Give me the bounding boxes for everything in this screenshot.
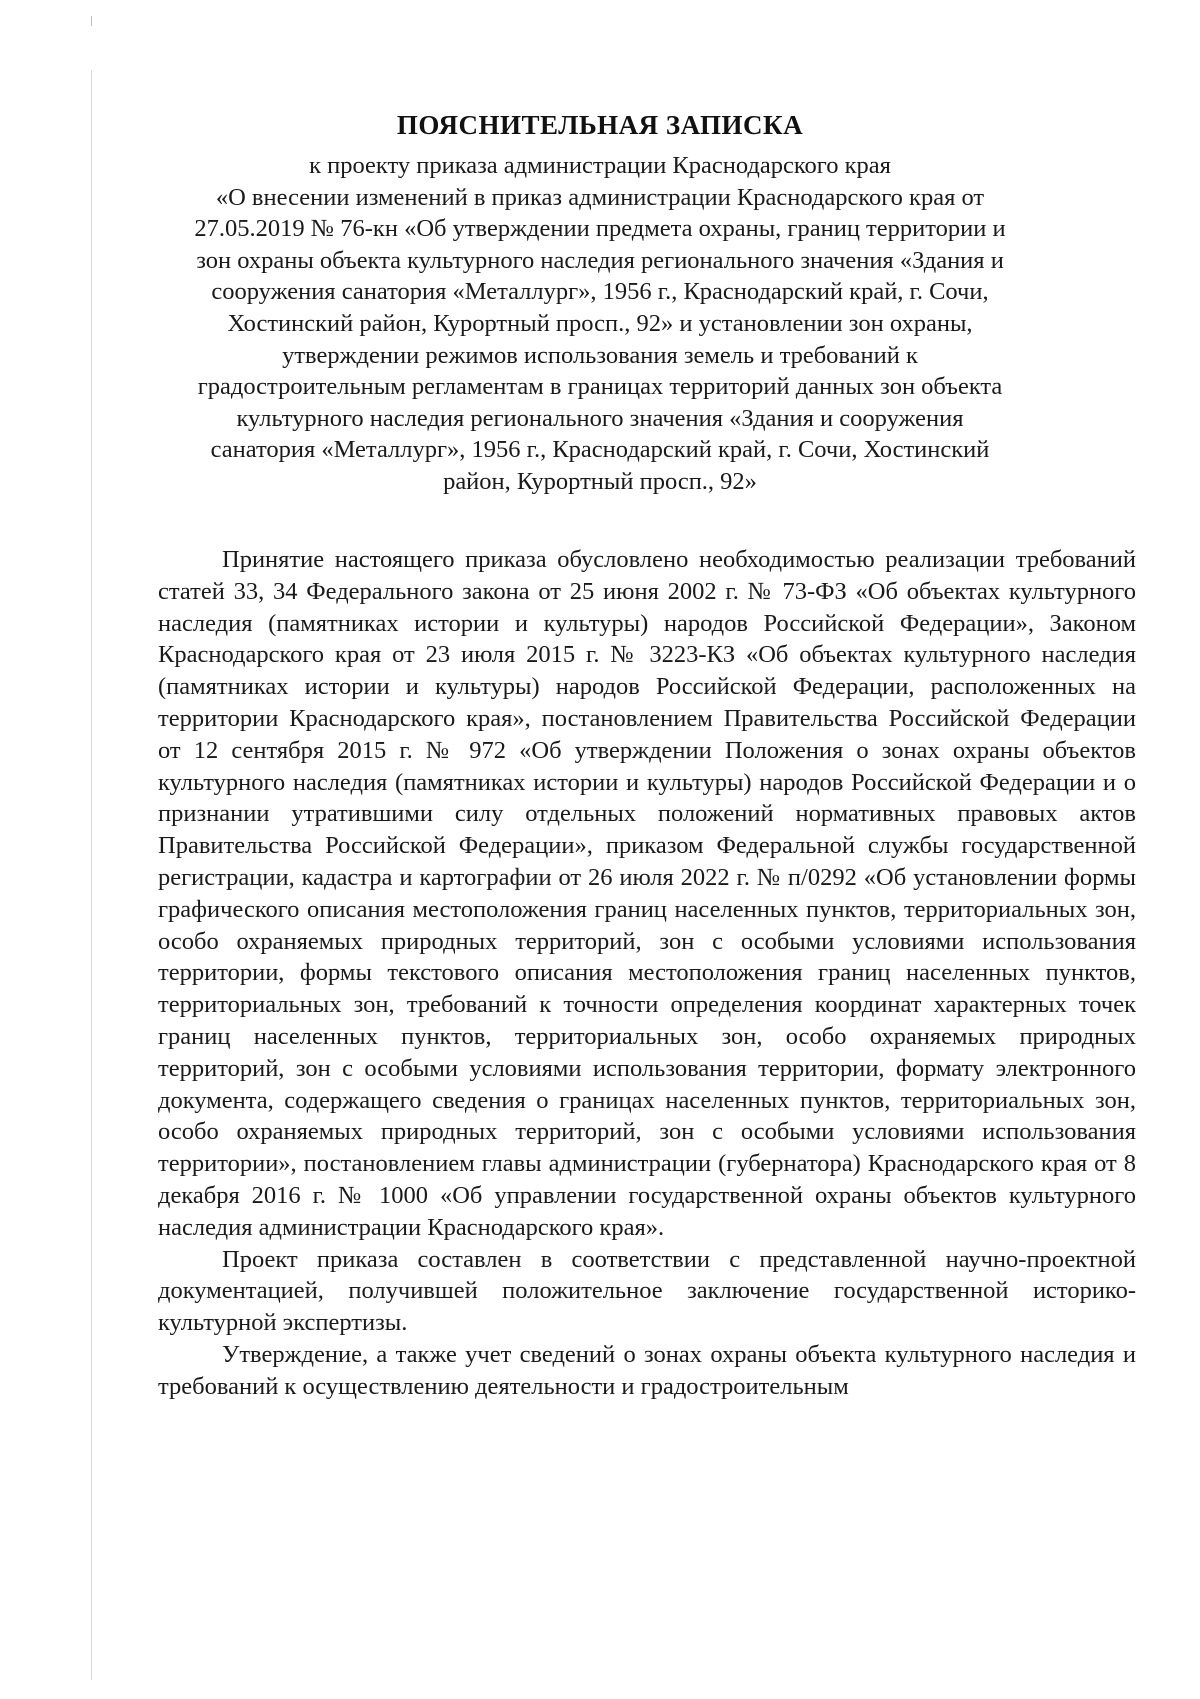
body-paragraph: Принятие настоящего приказа обусловлено необходимостью реализации требований статей 33, 34 Федерального закона от 25 июня 2002 г. № 73-ФЗ «Об объектах культурного наследия (памятниках истории и культуры) народов Российской Федерации», Законом Краснодарского края от 23 июля 2015 г. № 3223-КЗ «Об объектах культурного наследия (памятниках истории и культуры) народов Российской Федерации, расположенных на территории Краснодарского края», постановлением Правительства Российской Федерации от 12 сентября 2015 г. № 972 «Об утверждении Положения о зонах охраны объектов культурного наследия (памятниках истории и культуры) народов Российской Федерации и о признании утратившими силу отдельных положений нормативных правовых актов Правительства Российской Федерации», приказом Федеральной службы государственной регистрации, кадастра и картографии от 26 июля 2022 г. № п/0292 «Об установлении формы графического описания местоположения границ населенных пунктов, территориальных зон, особо охраняемых природных территорий, зон с особыми условиями использования территории, формы текстового описания местоположения границ населенных пунктов, территориальных зон, требований к точности определения координат характерных точек границ населенных пунктов, территориальных зон, особо охраняемых природных территорий, зон с особыми условиями использования территории, формату электронного документа, содержащего сведения о границах населенных пунктов, территориальных зон, особо охраняемых природных территорий, зон с особыми условиями использования территории», постановлением главы администрации (губернатора) Краснодарского края от 8 декабря 2016 г. № 1000 «Об управлении государственной охраны объектов культурного наследия администрации Краснодарского края». bbox=[158, 546, 1136, 1241]
subtitle-line: район, Курортный просп., 92» bbox=[443, 467, 757, 495]
subtitle-line: «О внесении изменений в приказ администрации Краснодарского края от bbox=[215, 183, 985, 211]
document-body bbox=[158, 544, 1136, 1403]
subtitle-line: к проекту приказа администрации Краснодарского края bbox=[309, 152, 891, 179]
document-subtitle bbox=[170, 150, 1030, 498]
subtitle-line: санатория «Металлург», 1956 г., Краснодарский край, г. Сочи, Хостинский bbox=[210, 436, 990, 464]
document-title: ПОЯСНИТЕЛЬНАЯ ЗАПИСКА bbox=[396, 110, 804, 140]
subtitle-line: градостроительным регламентам в границах территорий данных зон объекта bbox=[197, 373, 1003, 401]
subtitle-line: утверждении режимов использования земель и требований к bbox=[282, 341, 918, 369]
body-paragraph: Проект приказа составлен в соответствии с представленной научно-проектной документацией, получившей положительное заключение государственной историко-культурной экспертизы. bbox=[158, 1245, 1136, 1337]
subtitle-line: 27.05.2019 № 76-кн «Об утверждении предмета охраны, границ территории и bbox=[194, 215, 1006, 243]
subtitle-line: зон охраны объекта культурного наследия регионального значения «Здания и bbox=[196, 246, 1004, 274]
subtitle-line: Хостинский район, Курортный просп., 92» и установлении зон охраны, bbox=[227, 309, 973, 337]
page-edge-line bbox=[91, 70, 92, 1680]
subtitle-line: сооружения санатория «Металлург», 1956 г., Краснодарский край, г. Сочи, bbox=[211, 278, 989, 306]
scan-mark bbox=[91, 16, 92, 26]
subtitle-line: культурного наследия регионального значения «Здания и сооружения bbox=[236, 404, 964, 432]
body-paragraph: Утверждение, а также учет сведений о зонах охраны объекта культурного наследия и требований к осуществлению деятельности и градостроительным bbox=[158, 1340, 1136, 1400]
